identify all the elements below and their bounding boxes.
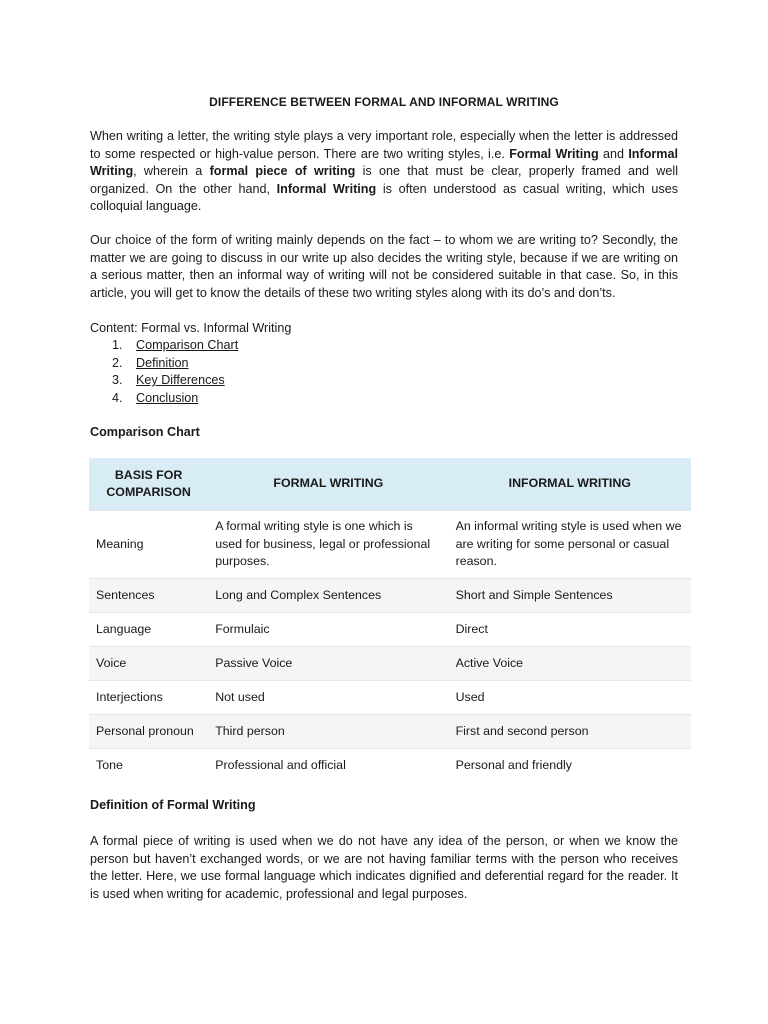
toc-link-comparison-chart[interactable]: Comparison Chart: [136, 338, 239, 352]
row-formal: Not used: [208, 681, 448, 715]
table-row: [89, 613, 691, 647]
intro-text-2: and: [602, 146, 624, 161]
intro-text-3: , wherein a: [133, 164, 203, 178]
header-informal-writing: INFORMAL WRITING: [449, 458, 691, 511]
row-formal: Third person: [208, 715, 448, 749]
toc-link-conclusion[interactable]: Conclusion: [136, 390, 199, 405]
comparison-chart-heading: Comparison Chart: [90, 425, 200, 439]
intro-bold-formal-writing: Formal Writing: [509, 146, 599, 161]
row-informal: Active Voice: [449, 647, 691, 681]
second-paragraph: Our choice of the form of writing mainly depends on the fact – to whom we are writing to? Secondly, the matter we are going to discuss in our write up also decides the writing style, because if we are writing on a serious matter, then an informal way of writing will not be considered suitable in that case. So, in this article, you will get to know the details of these two writing styles along with its do’s and don’ts.: [90, 233, 678, 300]
row-basis: Tone: [89, 749, 208, 783]
row-basis: Interjections: [89, 681, 208, 715]
definition-paragraph: A formal piece of writing is used when we do not have any idea of the person, or when we know the person but haven’t exchanged words, or we are not having familiar terms with the person who receives the letter. Here, we use formal language which indicates dignified and deferential regard for the reader. It is used when writing for academic, professional and legal purposes.: [90, 834, 678, 901]
row-formal: A formal writing style is one which is used for business, legal or professional purposes.: [208, 511, 448, 579]
intro-text-1: When writing a letter, the writing style plays a very important role, especially when the letter is addressed to some respected or high-value person. There are two writing styles, i.e.: [90, 129, 678, 161]
toc-item: [112, 337, 238, 355]
toc-item-number: 2.: [112, 355, 123, 370]
toc-item: [112, 355, 238, 373]
row-formal: Formulaic: [208, 613, 448, 647]
intro-bold-informal-writing: Informal Writing: [90, 146, 678, 178]
toc-item-number: 4.: [112, 390, 123, 405]
intro-text-4: is one that must be clear, properly framed and well organized. On the other hand,: [90, 164, 679, 196]
toc-heading: Content: Formal vs. Informal Writing: [90, 321, 292, 335]
row-basis: Personal pronoun: [89, 715, 208, 749]
row-formal: Long and Complex Sentences: [208, 579, 448, 613]
table-row: [89, 715, 691, 749]
header-basis: BASIS FOR COMPARISON: [89, 458, 208, 511]
header-formal-writing: FORMAL WRITING: [208, 458, 448, 511]
intro-bold-informal-writing-2: Informal Writing: [276, 181, 377, 196]
table-row: [89, 511, 691, 579]
table-header-row: [89, 458, 691, 511]
row-formal: Passive Voice: [208, 647, 448, 681]
toc-link-definition[interactable]: Definition: [136, 355, 189, 370]
document-title: DIFFERENCE BETWEEN FORMAL AND INFORMAL WRITING: [209, 95, 559, 109]
intro-text-5: is often understood as casual writing, which uses colloquial language.: [90, 181, 678, 213]
table-row: [89, 681, 691, 715]
intro-paragraph: [90, 128, 678, 216]
intro-bold-formal-piece: formal piece of writing: [209, 164, 356, 178]
toc-link-key-differences[interactable]: Key Differences: [136, 373, 225, 387]
row-formal: Professional and official: [208, 749, 448, 783]
table-row: [89, 647, 691, 681]
row-informal: Direct: [449, 613, 691, 647]
toc-item: [112, 390, 238, 408]
row-informal: First and second person: [449, 715, 691, 749]
toc-item: [112, 372, 238, 390]
row-basis: Sentences: [89, 579, 208, 613]
row-informal: Personal and friendly: [449, 749, 691, 783]
table-row: [89, 749, 691, 783]
row-informal: Used: [449, 681, 691, 715]
definition-heading: Definition of Formal Writing: [90, 798, 256, 812]
comparison-table: [89, 458, 691, 782]
row-informal: An informal writing style is used when we are writing for some personal or casual reason.: [449, 511, 691, 579]
table-row: [89, 579, 691, 613]
row-informal: Short and Simple Sentences: [449, 579, 691, 613]
row-basis: Language: [89, 613, 208, 647]
toc-list: [112, 337, 238, 407]
row-basis: Meaning: [89, 511, 208, 579]
toc-item-number: 1.: [112, 338, 123, 352]
row-basis: Voice: [89, 647, 208, 681]
toc-item-number: 3.: [112, 373, 123, 387]
